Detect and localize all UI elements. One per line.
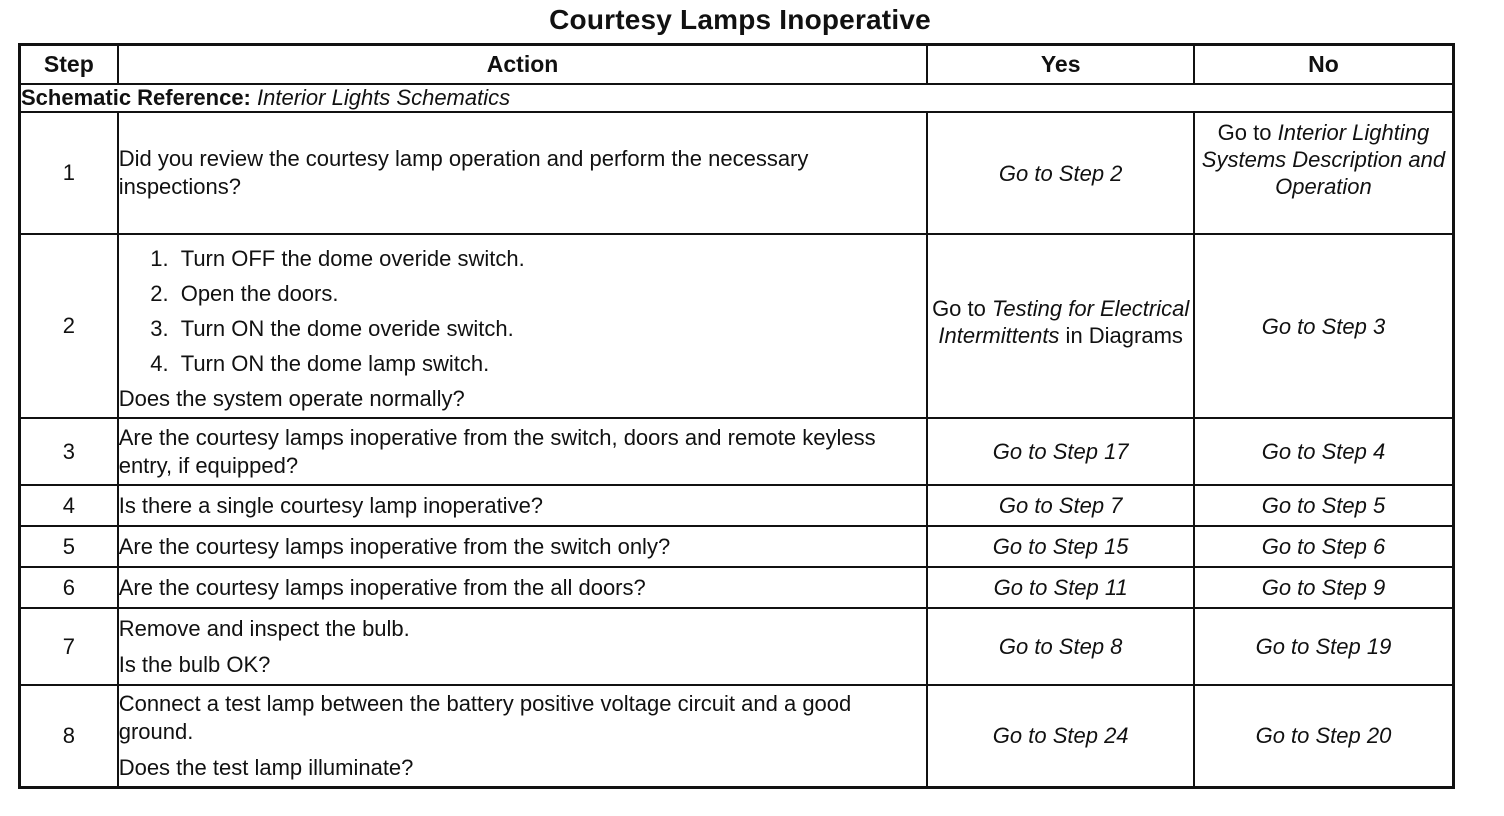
action-text: Are the courtesy lamps inoperative from the switch only? [118, 526, 928, 567]
no-result[interactable]: Go to Step 19 [1194, 608, 1454, 685]
action-text [118, 608, 928, 685]
schematic-reference-label: Schematic Reference: [21, 85, 251, 110]
yes-result[interactable]: Go to Step 24 [927, 685, 1194, 787]
list-item: 3. Turn ON the dome overide switch. [175, 311, 927, 346]
table-row [20, 608, 1454, 685]
table-row [20, 234, 1454, 418]
action-text [118, 685, 928, 787]
step-number: 5 [20, 526, 118, 567]
schematic-reference-row [20, 84, 1454, 112]
step-number: 7 [20, 608, 118, 685]
no-result[interactable]: Go to Interior Lighting Systems Description and Operation [1194, 112, 1454, 234]
step-number: 8 [20, 685, 118, 787]
header-yes: Yes [927, 45, 1194, 85]
table-row [20, 567, 1454, 608]
header-no: No [1194, 45, 1454, 85]
action-text: Did you review the courtesy lamp operation and perform the necessary inspections? [118, 112, 928, 234]
step-number: 4 [20, 485, 118, 526]
no-result[interactable]: Go to Step 3 [1194, 234, 1454, 418]
list-item: 2. Open the doors. [175, 276, 927, 311]
yes-result[interactable]: Go to Step 2 [927, 112, 1194, 234]
no-result[interactable]: Go to Step 9 [1194, 567, 1454, 608]
diagnostic-table [18, 43, 1455, 789]
action-instruction: Remove and inspect the bulb. [118, 615, 410, 641]
table-row [20, 418, 1454, 485]
step-number: 6 [20, 567, 118, 608]
yes-result[interactable]: Go to Step 11 [927, 567, 1194, 608]
no-result[interactable]: Go to Step 5 [1194, 485, 1454, 526]
action-text [118, 234, 928, 418]
no-result[interactable]: Go to Step 20 [1194, 685, 1454, 787]
header-action: Action [118, 45, 928, 85]
page-title: Courtesy Lamps Inoperative [549, 4, 931, 35]
table-row [20, 526, 1454, 567]
schematic-reference-link[interactable]: Interior Lights Schematics [257, 85, 511, 110]
action-text: Is there a single courtesy lamp inoperative? [118, 485, 928, 526]
table-row [20, 485, 1454, 526]
yes-result[interactable]: Go to Step 15 [927, 526, 1194, 567]
action-text: Are the courtesy lamps inoperative from the all doors? [118, 567, 928, 608]
no-result[interactable]: Go to Step 6 [1194, 526, 1454, 567]
action-question: Does the system operate normally? [118, 386, 465, 411]
action-question: Is the bulb OK? [118, 651, 271, 677]
table-row [20, 685, 1454, 787]
yes-result[interactable]: Go to Step 7 [927, 485, 1194, 526]
schematic-reference [20, 84, 1454, 112]
step-number: 2 [20, 234, 118, 418]
action-text: Are the courtesy lamps inoperative from the switch, doors and remote keyless entry, if equipped? [118, 418, 928, 485]
step-number: 1 [20, 112, 118, 234]
header-row [20, 45, 1454, 85]
yes-result[interactable]: Go to Step 8 [927, 608, 1194, 685]
action-step-list [119, 241, 927, 381]
list-item: 4. Turn ON the dome lamp switch. [175, 346, 927, 381]
list-item: 1. Turn OFF the dome overide switch. [175, 241, 927, 276]
table-row [20, 112, 1454, 234]
header-step: Step [20, 45, 118, 85]
no-result[interactable]: Go to Step 4 [1194, 418, 1454, 485]
yes-result[interactable]: Go to Testing for Electrical Intermittents in Diagrams [927, 234, 1194, 418]
yes-result[interactable]: Go to Step 17 [927, 418, 1194, 485]
step-number: 3 [20, 418, 118, 485]
action-instruction: Connect a test lamp between the battery positive voltage circuit and a good ground. [118, 690, 852, 744]
action-question: Does the test lamp illuminate? [118, 754, 414, 780]
